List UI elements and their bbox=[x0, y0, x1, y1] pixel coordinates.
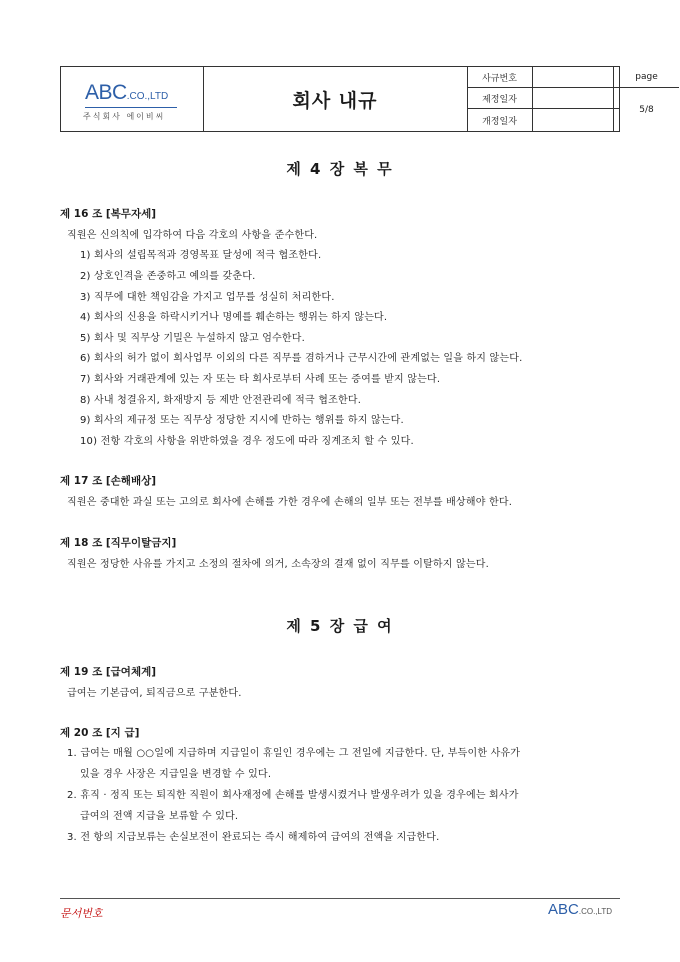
page-label: page bbox=[614, 67, 679, 88]
document-header-table bbox=[60, 66, 658, 132]
article-20-heading: 제 20 조 [지 급] bbox=[60, 727, 140, 739]
meta-row-revised-date bbox=[467, 109, 619, 131]
company-logo bbox=[85, 81, 168, 105]
article-18-text: 직원은 정당한 사유를 가지고 소정의 절차에 의거, 소속장의 결재 없이 직무를 이탈하지 않는다. bbox=[67, 559, 489, 570]
article-20-line: 있을 경우 사장은 지급일을 변경할 수 있다. bbox=[80, 769, 272, 780]
article-18-heading: 제 18 조 [직무이탈금지] bbox=[60, 537, 177, 549]
article-16-heading: 제 16 조 [복무자세] bbox=[60, 208, 157, 220]
footer-logo bbox=[548, 901, 612, 919]
footer-logo-suffix: .CO.,LTD bbox=[578, 907, 613, 916]
footer-divider bbox=[60, 898, 620, 899]
meta-value-revised-date bbox=[533, 109, 619, 131]
meta-value-rule-number bbox=[533, 67, 619, 87]
article-16-item: 6) 회사의 허가 없이 회사업무 이외의 다른 직무를 겸하거나 근무시간에 관계없는 일을 하지 않는다. bbox=[80, 353, 523, 364]
article-20-line: 2. 휴직 · 정직 또는 퇴직한 직원이 회사재정에 손해를 발생시켰거나 발생우려가 있을 경우에는 회사가 bbox=[67, 790, 519, 801]
company-logo-cell bbox=[61, 67, 204, 131]
article-16-item: 1) 회사의 설립목적과 경영목표 달성에 적극 협조한다. bbox=[80, 250, 322, 261]
document-title: 회사 내규 bbox=[292, 89, 378, 112]
article-16-item: 7) 회사와 거래관계에 있는 자 또는 타 회사로부터 사례 또는 증여를 받지 않는다. bbox=[80, 374, 441, 385]
article-17-heading: 제 17 조 [손해배상] bbox=[60, 475, 157, 487]
article-16-item: 4) 회사의 신용을 하락시키거나 명예를 훼손하는 행위는 하지 않는다. bbox=[80, 312, 388, 323]
article-16-item: 10) 전항 각호의 사항을 위반하였을 경우 정도에 따라 징계조치 할 수 있다. bbox=[80, 436, 414, 447]
article-16-intro: 직원은 신의칙에 입각하여 다음 각호의 사항을 준수한다. bbox=[67, 230, 318, 241]
page-number: 5/8 bbox=[639, 104, 654, 115]
logo-subtitle: 주식회사 에이비씨 bbox=[83, 112, 166, 121]
meta-label-revised-date: 개정일자 bbox=[467, 109, 533, 131]
logo-suffix-text: .CO.,LTD bbox=[126, 91, 169, 102]
chapter-5-title: 제 5 장 급 여 bbox=[286, 617, 394, 635]
article-16-item: 9) 회사의 제규정 또는 직무상 정당한 지시에 반하는 행위를 하지 않는다. bbox=[80, 415, 404, 426]
meta-value-enacted-date bbox=[533, 88, 619, 108]
chapter-4-title: 제 4 장 복 무 bbox=[286, 160, 394, 178]
meta-row-rule-number bbox=[467, 67, 619, 88]
article-20-line: 1. 급여는 매월 ○○일에 지급하며 지급일이 휴일인 경우에는 그 전일에 지급한다. 단, 부득이한 사유가 bbox=[67, 748, 521, 759]
article-19-heading: 제 19 조 [급여체계] bbox=[60, 666, 157, 678]
meta-label-rule-number: 사규번호 bbox=[467, 67, 533, 87]
footer-logo-main: ABC bbox=[548, 901, 579, 918]
article-16-item: 2) 상호인격을 존중하고 예의를 갖춘다. bbox=[80, 271, 256, 282]
logo-main-text: ABC bbox=[85, 81, 127, 104]
footer-doc-number: 문서번호 bbox=[60, 907, 103, 920]
article-16-item: 3) 직무에 대한 책임감을 가지고 업무를 성실히 처리한다. bbox=[80, 292, 335, 303]
article-19-text: 급여는 기본급여, 퇴직금으로 구분한다. bbox=[67, 688, 242, 699]
article-17-text: 직원은 중대한 과실 또는 고의로 회사에 손해를 가한 경우에 손해의 일부 또는 전부를 배상해야 한다. bbox=[67, 497, 513, 508]
logo-underline bbox=[85, 107, 177, 108]
article-20-line: 급여의 전액 지급을 보류할 수 있다. bbox=[80, 811, 239, 822]
document-title-cell bbox=[203, 67, 468, 131]
article-16-item: 5) 회사 및 직무상 기밀은 누설하지 않고 엄수한다. bbox=[80, 333, 306, 344]
meta-row-enacted-date bbox=[467, 88, 619, 109]
article-16-item: 8) 사내 청결유지, 화재방지 등 제반 안전관리에 적극 협조한다. bbox=[80, 395, 362, 406]
article-20-line: 3. 전 항의 지급보류는 손실보전이 완료되는 즉시 해제하여 급여의 전액을 지급한다. bbox=[67, 832, 440, 843]
meta-label-enacted-date: 제정일자 bbox=[467, 88, 533, 108]
page-number-cell bbox=[613, 67, 679, 131]
